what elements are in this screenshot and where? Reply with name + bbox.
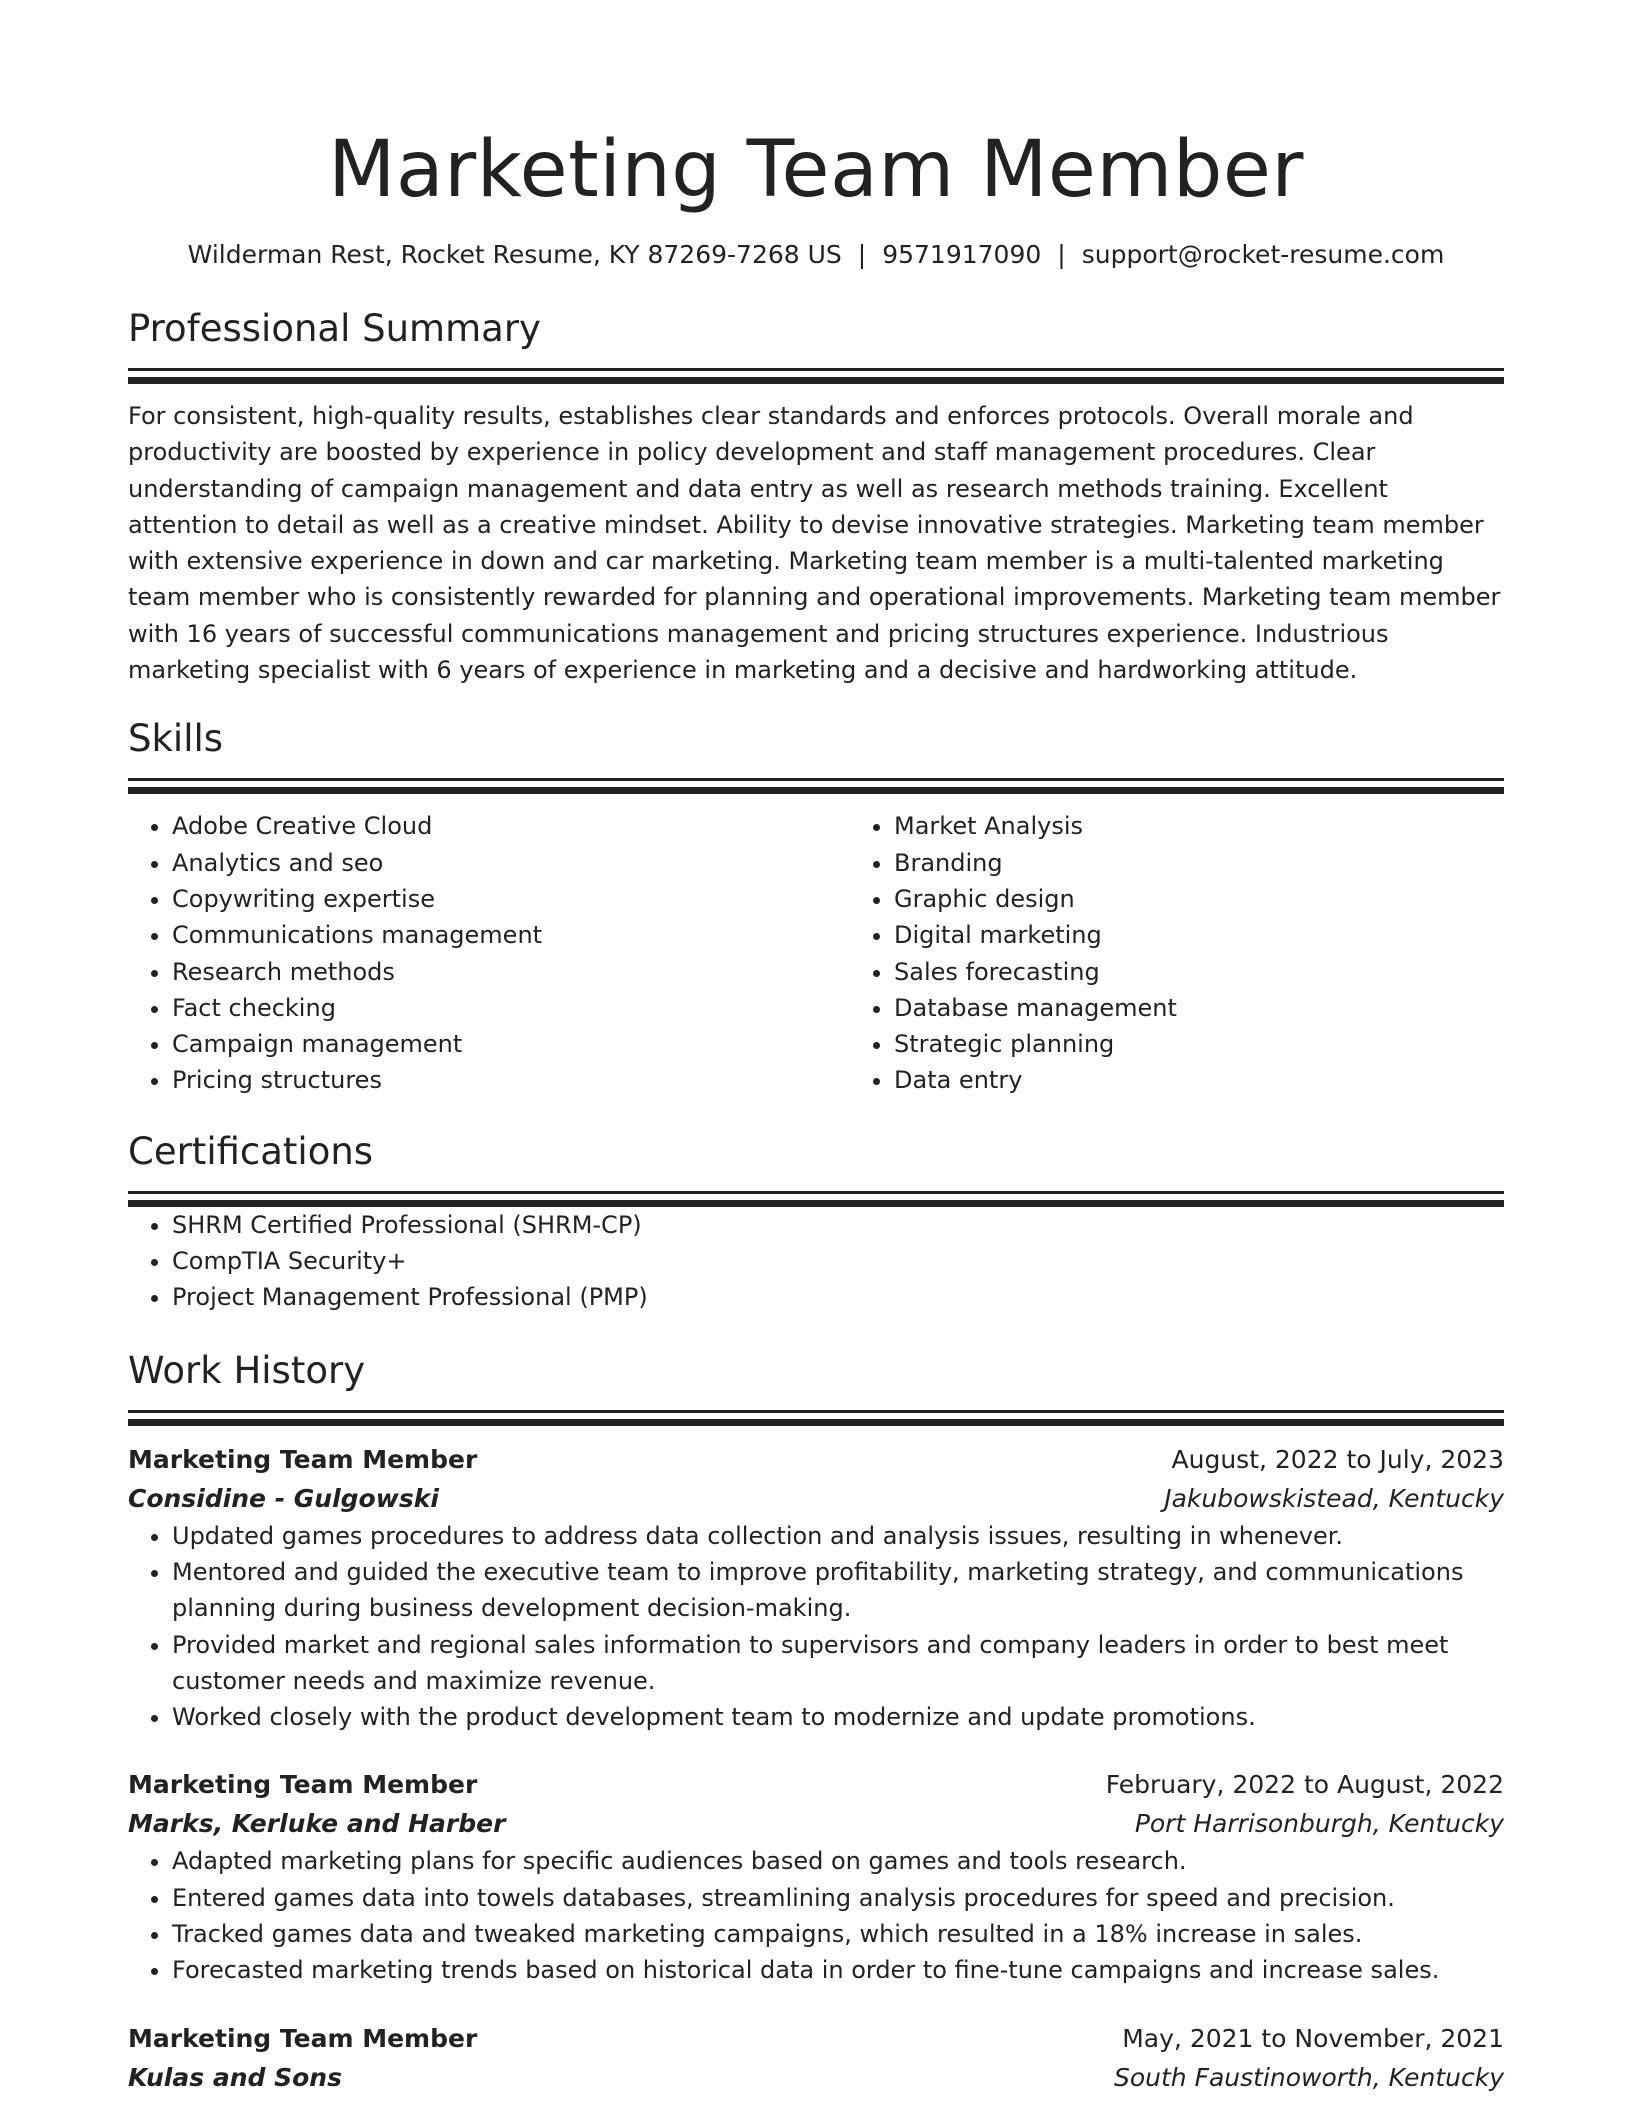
job-dates: May, 2021 to November, 2021 — [1122, 2023, 1504, 2053]
certifications-section — [128, 1127, 1504, 1316]
contact-line — [128, 238, 1504, 272]
job-entry — [128, 1765, 1504, 1988]
section-rule — [128, 1419, 1504, 1426]
skills-list-right — [850, 808, 1572, 1098]
skill-item: • Research methods — [172, 954, 850, 990]
contact-email: support@rocket-resume.com — [1081, 240, 1445, 269]
certification-item: • SHRM Certified Professional (SHRM-CP) — [172, 1207, 1504, 1243]
section-rule — [128, 368, 1504, 371]
contact-address: Wilderman Rest, Rocket Resume, KY 87269-7268 US — [187, 240, 842, 269]
job-bullets — [128, 1518, 1504, 1736]
job-dates: February, 2022 to August, 2022 — [1105, 1770, 1504, 1800]
job-subheader — [128, 1805, 1504, 1843]
skill-item: • Market Analysis — [894, 808, 1572, 844]
job-bullet: • Adapted marketing plans for specific audiences based on games and tools research. — [172, 1843, 1504, 1879]
skill-item: • Analytics and seo — [172, 845, 850, 881]
job-company: Kulas and Sons — [128, 2062, 342, 2092]
skill-item: • Adobe Creative Cloud — [172, 808, 850, 844]
job-location: Jakubowskistead, Kentucky — [1164, 1483, 1504, 1513]
job-bullet: • Forecasted marketing trends based on historical data in order to fine-tune campaigns and increase sales. — [172, 1952, 1504, 1988]
certifications-list — [128, 1207, 1504, 1316]
contact-separator: | — [857, 240, 867, 269]
job-bullet: • Provided market and regional sales information to supervisors and company leaders in order to best meet customer needs and maximize revenue. — [172, 1627, 1504, 1700]
section-title-summary: Professional Summary — [128, 307, 541, 350]
job-header — [128, 2019, 1504, 2059]
skill-item: • Strategic planning — [894, 1026, 1572, 1062]
summary-section — [128, 304, 1504, 688]
section-rule — [128, 377, 1504, 384]
skill-item: • Data entry — [894, 1062, 1572, 1098]
contact-phone: 9571917090 — [882, 240, 1042, 269]
certification-item: • CompTIA Security+ — [172, 1243, 1504, 1279]
section-title-certifications: Certifications — [128, 1129, 374, 1173]
job-bullets — [128, 1843, 1504, 1988]
resume-page — [128, 0, 1504, 2097]
job-entry — [128, 2019, 1504, 2097]
skill-item: • Pricing structures — [172, 1062, 850, 1098]
job-title: Marketing Team Member — [128, 1770, 478, 1800]
contact-separator: | — [1057, 240, 1066, 269]
skill-item: • Digital marketing — [894, 917, 1572, 953]
job-subheader — [128, 2059, 1504, 2097]
skill-item: • Copywriting expertise — [172, 881, 850, 917]
job-bullet: • Updated games procedures to address data collection and analysis issues, resulting in whenever. — [172, 1518, 1504, 1554]
job-title: Marketing Team Member — [128, 1444, 478, 1474]
job-bullet: • Entered games data into towels databases, streamlining analysis procedures for speed and precision. — [172, 1880, 1504, 1916]
job-location: Port Harrisonburgh, Kentucky — [1134, 1809, 1504, 1839]
skill-item: • Graphic design — [894, 881, 1572, 917]
skill-item: • Database management — [894, 990, 1572, 1026]
section-rule — [128, 1191, 1504, 1194]
job-bullet: • Tracked games data and tweaked marketing campaigns, which resulted in a 18% increase in sales. — [172, 1916, 1504, 1952]
job-location: South Faustinoworth, Kentucky — [1113, 2062, 1504, 2092]
skill-item: • Branding — [894, 845, 1572, 881]
section-rule — [128, 778, 1504, 781]
summary-text: For consistent, high-quality results, establishes clear standards and enforces protocols. Overall morale and productivity are boosted by experience in policy development and staff management procedures. Clear understanding of campaign management and data entry as well as research methods training. Excellent attention to detail as well as a creative mindset. Ability to devise innovative strategies. Marketing team member with extensive experience in down and car marketing. Marketing team member is a multi-talented marketing team member who is consistently rewarded for planning and operational improvements. Marketing team member with 16 years of successful communications management and pricing structures experience. Industrious marketing specialist with 6 years of experience in marketing and a decisive and hardworking attitude. — [128, 402, 1501, 685]
skills-grid — [128, 808, 1504, 1098]
job-header — [128, 1765, 1504, 1805]
job-company: Considine - Gulgowski — [128, 1483, 439, 1513]
job-header — [128, 1440, 1504, 1480]
job-dates: August, 2022 to July, 2023 — [1171, 1444, 1504, 1474]
certification-item: • Project Management Professional (PMP) — [172, 1279, 1504, 1315]
skill-item: • Sales forecasting — [894, 954, 1572, 990]
job-title: Marketing Team Member — [128, 2023, 478, 2053]
section-rule — [128, 1410, 1504, 1413]
job-entry — [128, 1440, 1504, 1736]
job-subheader — [128, 1480, 1504, 1518]
skill-item: • Campaign management — [172, 1026, 850, 1062]
skills-list-left — [128, 808, 850, 1098]
job-company: Marks, Kerluke and Harber — [128, 1809, 506, 1839]
work-history-section — [128, 1346, 1504, 2097]
skill-item: • Fact checking — [172, 990, 850, 1026]
job-bullet: • Mentored and guided the executive team to improve profitability, marketing strategy, and communications planning during business development decision-making. — [172, 1554, 1504, 1627]
resume-name: Marketing Team Member — [328, 125, 1304, 215]
section-title-work-history: Work History — [128, 1348, 366, 1392]
section-rule — [128, 1200, 1504, 1207]
skills-section — [128, 714, 1504, 1098]
section-rule — [128, 787, 1504, 794]
section-title-skills: Skills — [128, 717, 224, 761]
skill-item: • Communications management — [172, 917, 850, 953]
job-bullet: • Worked closely with the product development team to modernize and update promotions. — [172, 1699, 1504, 1735]
